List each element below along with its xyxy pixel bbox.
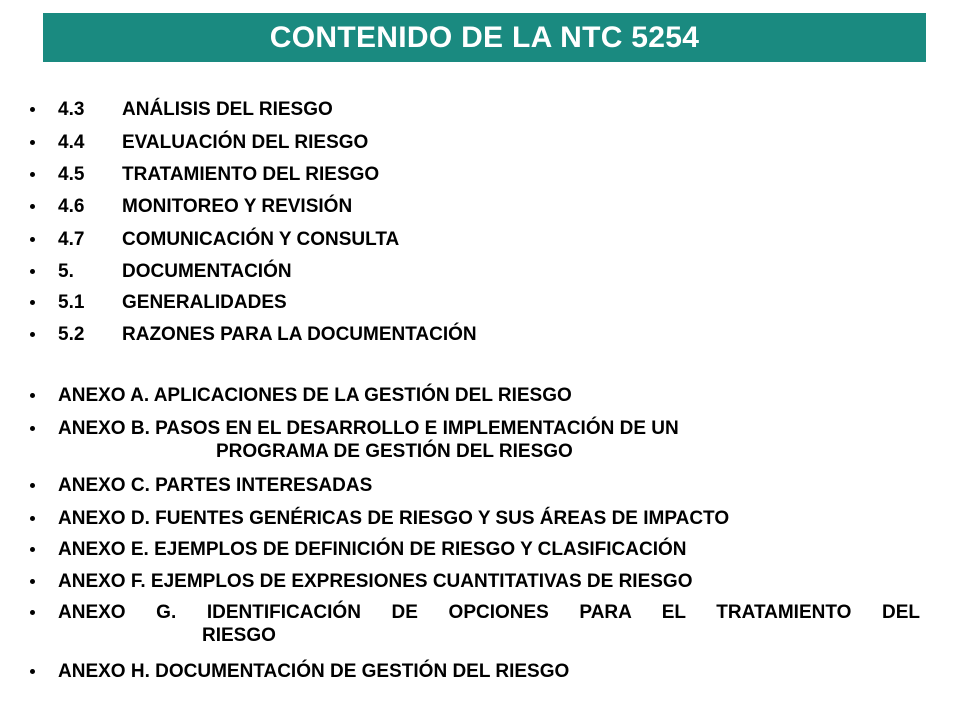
annex-title: ANEXO B. PASOS EN EL DESARROLLO E IMPLEMENTACIÓN DE UN [58,418,679,439]
section-number: 4.6 [58,196,85,217]
section-label: MONITOREO Y REVISIÓN [122,196,353,217]
section-label: RAZONES PARA LA DOCUMENTACIÓN [122,324,477,345]
bullet-icon [30,269,35,274]
bullet-icon [30,140,35,145]
annex-item [30,507,920,530]
bullet-icon [30,172,35,177]
annex-title-continuation: RIESGO [202,625,276,646]
annex-item [30,538,920,561]
annex-item [30,601,920,647]
annex-item [30,417,920,463]
section-number: 5.1 [58,292,85,313]
section-label: DOCUMENTACIÓN [122,261,292,282]
section-number: 4.3 [58,99,85,120]
section-number: 4.5 [58,164,85,185]
section-number: 4.7 [58,229,85,250]
bullet-icon [30,579,35,584]
bullet-icon [30,483,35,488]
bullet-icon [30,107,35,112]
annex-title: ANEXO E. EJEMPLOS DE DEFINICIÓN DE RIESGO Y CLASIFICACIÓN [58,539,687,560]
annex-item [30,474,920,497]
section-label: COMUNICACIÓN Y CONSULTA [122,229,400,250]
annex-title: ANEXO C. PARTES INTERESADAS [58,475,373,496]
annex-item [30,570,920,593]
bullet-icon [30,669,35,674]
bullet-icon [30,237,35,242]
section-label: ANÁLISIS DEL RIESGO [122,99,333,120]
annex-title: ANEXO F. EJEMPLOS DE EXPRESIONES CUANTITATIVAS DE RIESGO [58,571,693,592]
bullet-icon [30,300,35,305]
section-label: GENERALIDADES [122,292,287,313]
page-title: CONTENIDO DE LA NTC 5254 [269,20,700,54]
annex-title: ANEXO H. DOCUMENTACIÓN DE GESTIÓN DEL RIESGO [58,661,570,682]
annex-title: ANEXO A. APLICACIONES DE LA GESTIÓN DEL RIESGO [58,385,572,406]
bullet-icon [30,610,35,615]
annex-title: ANEXO G. IDENTIFICACIÓN DE OPCIONES PARA EL TRATAMIENTO DEL [58,602,920,623]
bullet-icon [30,516,35,521]
annex-title: ANEXO D. FUENTES GENÉRICAS DE RIESGO Y SUS ÁREAS DE IMPACTO [58,508,730,529]
section-number: 5. [58,261,74,282]
bullet-icon [30,393,35,398]
title-bar [43,13,926,62]
bullet-icon [30,547,35,552]
annex-item [30,384,920,407]
section-number: 5.2 [58,324,85,345]
section-label: TRATAMIENTO DEL RIESGO [122,164,380,185]
annex-title-continuation: PROGRAMA DE GESTIÓN DEL RIESGO [216,441,573,462]
bullet-icon [30,332,35,337]
annex-item [30,660,920,683]
bullet-icon [30,426,35,431]
section-label: EVALUACIÓN DEL RIESGO [122,132,369,153]
section-number: 4.4 [58,132,85,153]
bullet-icon [30,204,35,209]
